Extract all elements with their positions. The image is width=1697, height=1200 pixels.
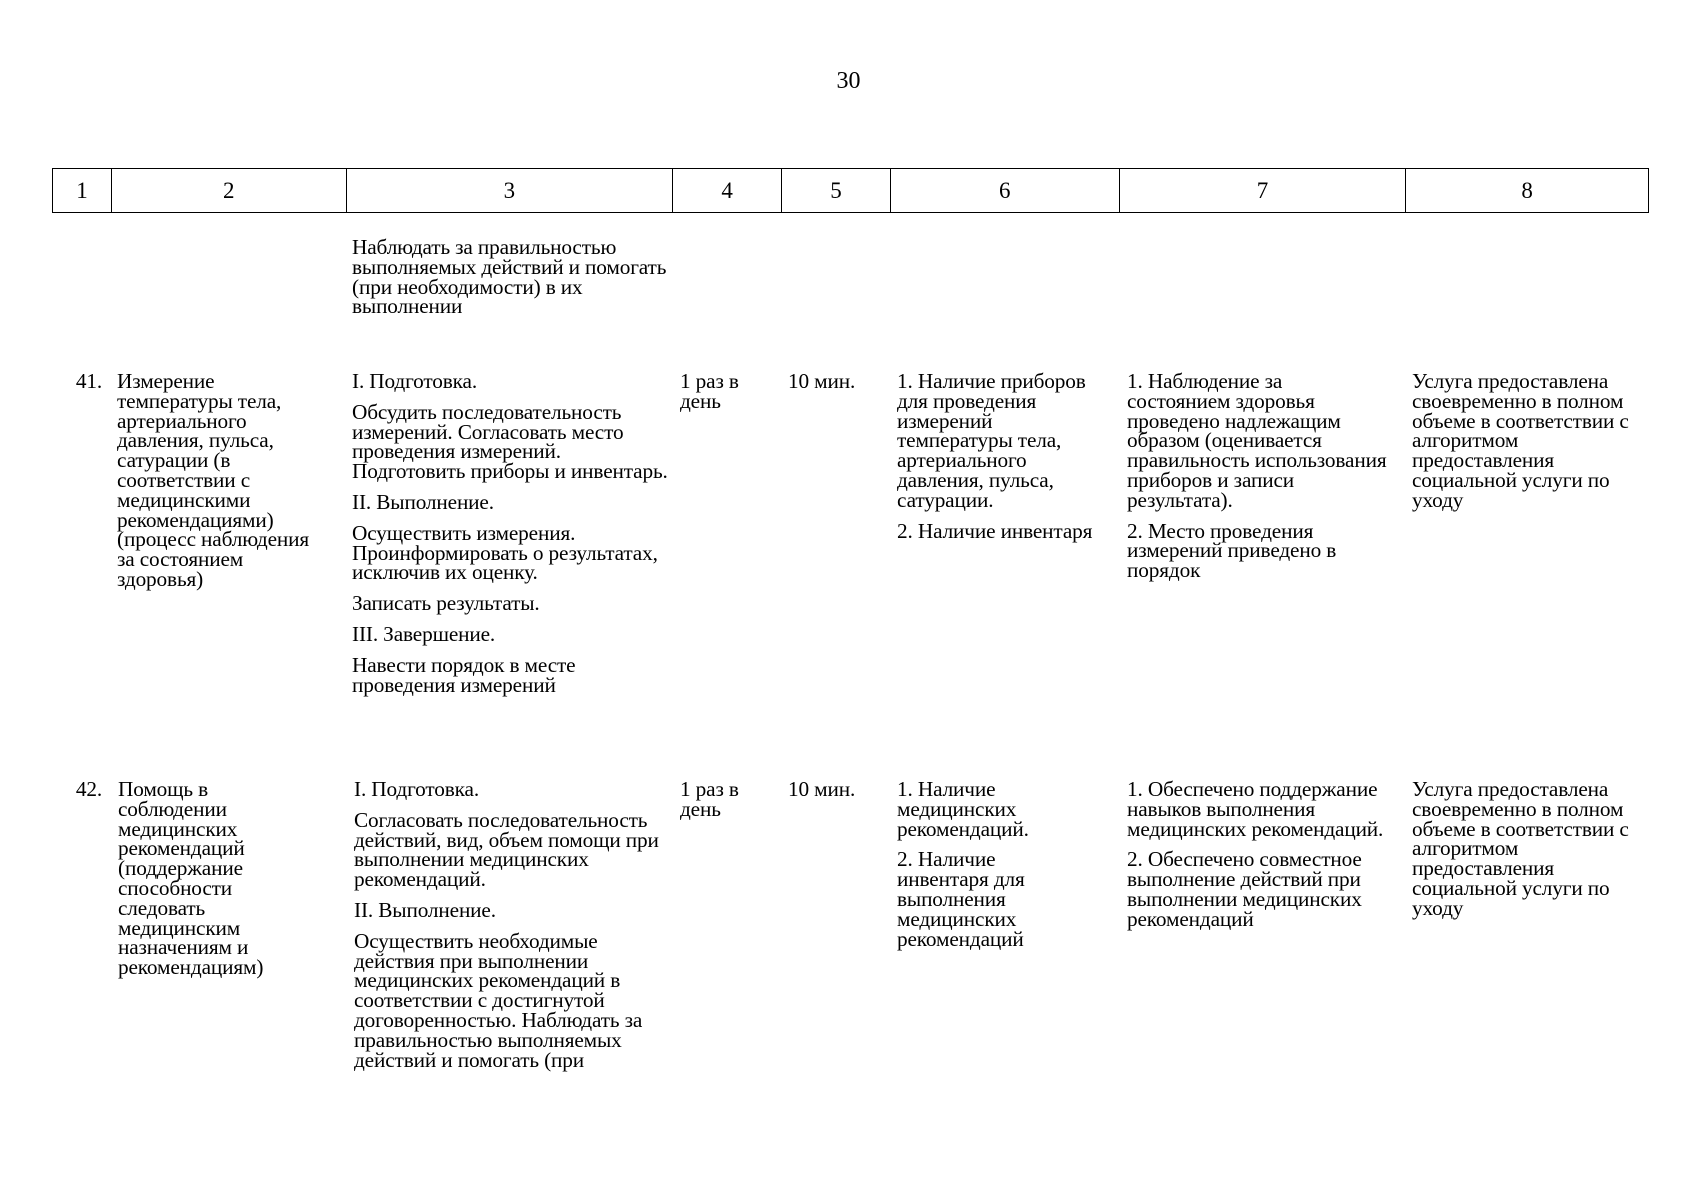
header-cell-8: 8 xyxy=(1405,169,1648,212)
row-42-condition: 1. Наличие медицинских рекомендаций. xyxy=(897,777,1029,841)
row-41-duration: 10 мин. xyxy=(788,369,856,393)
header-cell-4: 4 xyxy=(672,169,781,212)
row-41-step: Осуществить измерения. Проинформировать о результатах, исключив их оценку. xyxy=(352,520,658,585)
row-41-condition: 1. Наличие приборов для проведения измерений температуры тела, артериального давления, пульса, сатурации. xyxy=(897,369,1086,512)
page-number: 30 xyxy=(836,68,861,94)
header-cell-1: 1 xyxy=(76,177,88,203)
row-42-step: I. Подготовка. xyxy=(354,777,479,801)
row-41-step: Обсудить последовательность измерений. Согласовать место проведения измерений. Подготовить приборы и инвентарь. xyxy=(352,399,668,484)
row-42-number: 42. xyxy=(75,777,102,801)
row-41-frequency: 1 раз в день xyxy=(680,369,739,413)
row-41-step: III. Завершение. xyxy=(352,621,496,646)
row-42-steps xyxy=(354,777,672,1072)
row-41-step: Записать результаты. xyxy=(352,591,540,616)
row-41-service-name: Измерение температуры тела, артериального давления, пульса, сатурации (в соответствии с медицинскими рекомендациями) (процесс наблюдения за состоянием здоровья) xyxy=(117,369,310,591)
row-41-quality: Услуга предоставлена своевременно в полном объеме в соответствии с алгоритмом предоставления социальной услуги по уходу xyxy=(1412,369,1629,512)
row-42-step: Согласовать последовательность действий, вид, объем помощи при выполнении медицинских рекомендаций. xyxy=(354,807,659,892)
header-cell-6: 6 xyxy=(890,169,1119,212)
continuation-steps-cell xyxy=(352,235,670,319)
row-42-conditions xyxy=(897,777,1067,951)
row-42-step: Осуществить необходимые действия при выполнении медицинских рекомендаций в соответствии с достигнутой договоренностью. Наблюдать за правильностью выполняемых действий и помогать (при xyxy=(354,928,643,1072)
row-41-step: II. Выполнение. xyxy=(352,489,494,514)
row-42-service-name: Помощь в соблюдении медицинских рекомендаций (поддержание способности следовать медицинским назначениям и рекомендациям) xyxy=(118,777,264,980)
row-42-duration: 10 мин. xyxy=(788,777,856,801)
header-cell-5: 5 xyxy=(781,169,890,212)
row-41-conditions xyxy=(897,369,1097,543)
row-41-result: 2. Место проведения измерений приведено в порядок xyxy=(1127,518,1337,583)
row-41-step: I. Подготовка. xyxy=(352,369,477,393)
row-42-step: II. Выполнение. xyxy=(354,897,496,922)
row-42-quality: Услуга предоставлена своевременно в полном объеме в соответствии с алгоритмом предоставления социальной услуги по уходу xyxy=(1412,777,1629,920)
header-cell-2: 2 xyxy=(111,169,346,212)
header-cell-3: 3 xyxy=(346,169,673,212)
row-41-steps xyxy=(352,369,670,697)
row-41-result: 1. Наблюдение за состоянием здоровья проведено надлежащим образом (оценивается правильность использования приборов и записи результата). xyxy=(1127,369,1387,512)
row-42-result: 1. Обеспечено поддержание навыков выполнения медицинских рекомендаций. xyxy=(1127,777,1384,841)
row-41-step: Навести порядок в месте проведения измерений xyxy=(352,652,576,697)
header-cell-7: 7 xyxy=(1119,169,1406,212)
row-42-condition: 2. Наличие инвентаря для выполнения медицинских рекомендаций xyxy=(897,847,1025,951)
table-header-row xyxy=(52,168,1649,213)
row-41-condition: 2. Наличие инвентаря xyxy=(897,518,1093,543)
row-42-frequency: 1 раз в день xyxy=(680,777,739,821)
row-42-result: 2. Обеспечено совместное выполнение действий при выполнении медицинских рекомендаций xyxy=(1127,847,1362,931)
row-41-results xyxy=(1127,369,1389,583)
row-41-number: 41. xyxy=(75,369,102,393)
continuation-text: Наблюдать за правильностью выполняемых действий и помогать (при необходимости) в их выполнении xyxy=(352,235,667,319)
row-42-results xyxy=(1127,777,1399,931)
